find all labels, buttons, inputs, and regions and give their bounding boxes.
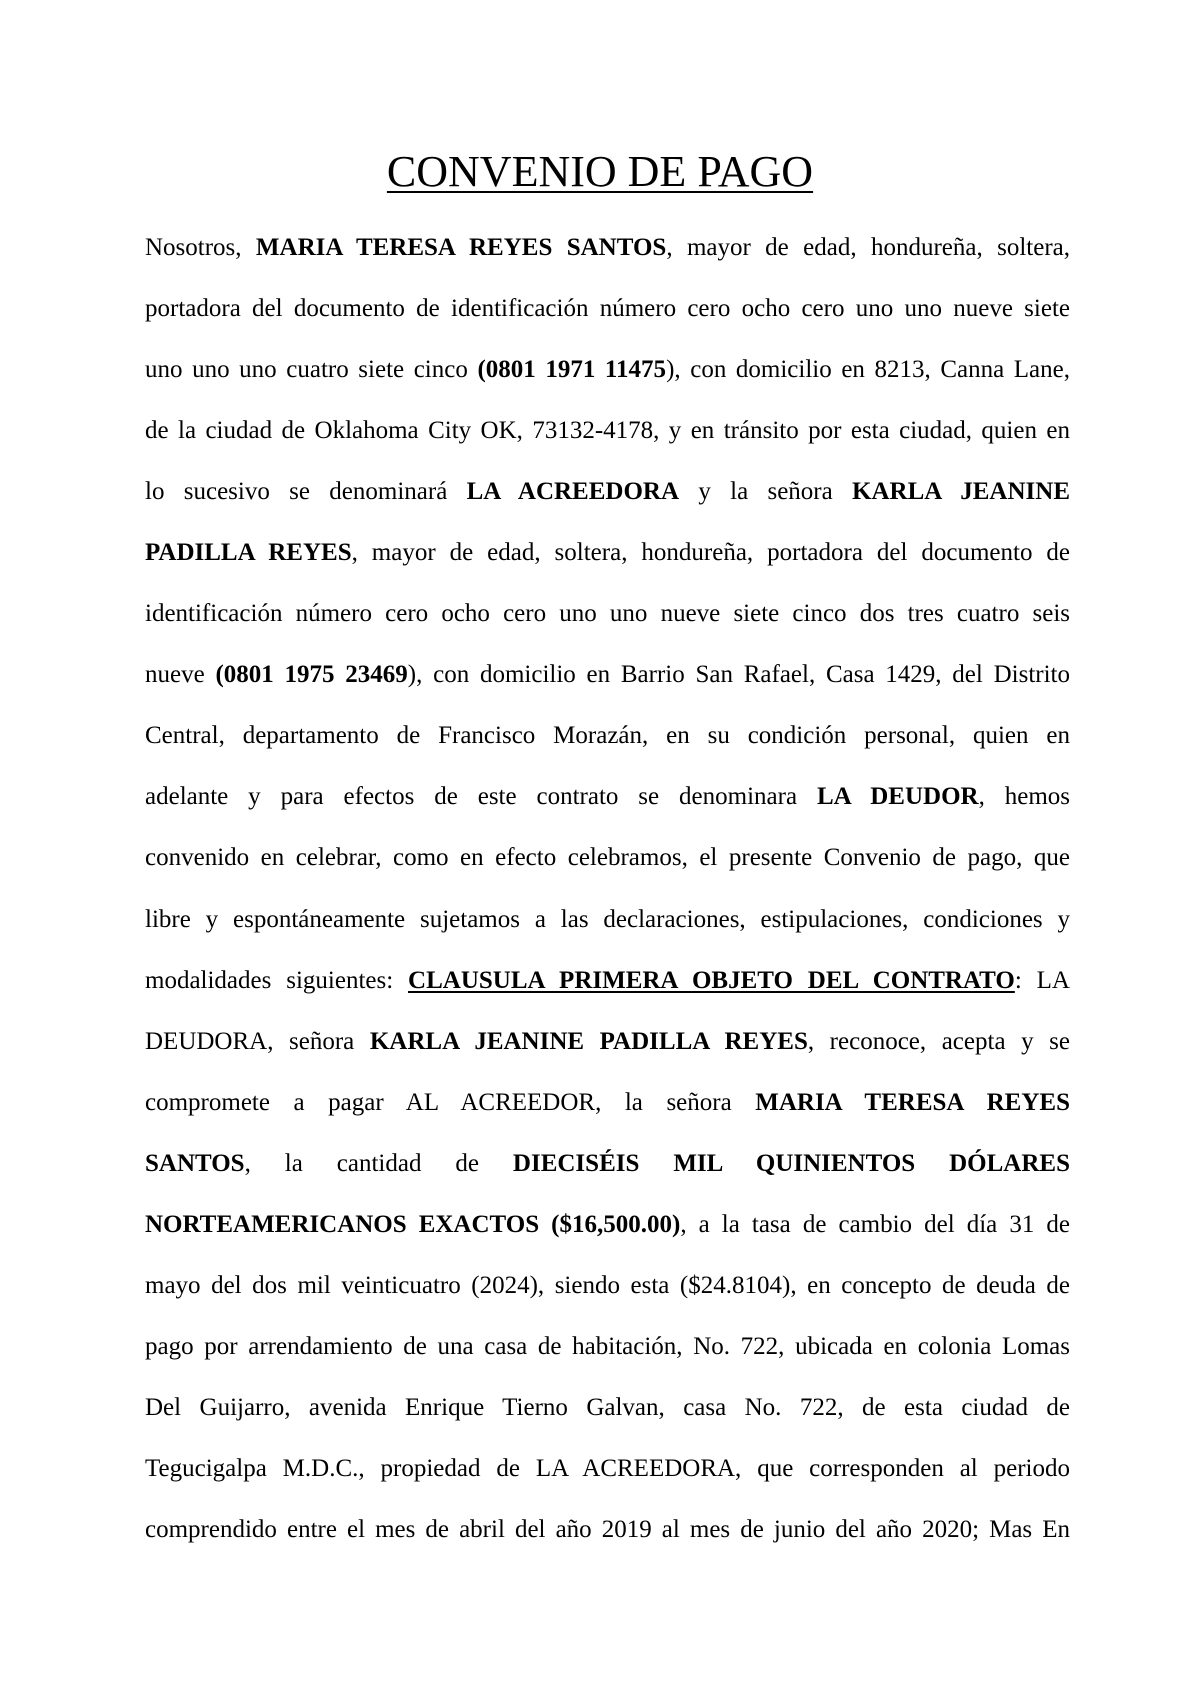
text-run: , a la tasa de cambio del día 31 de [680,1210,1070,1238]
paragraph-line [145,1499,1070,1560]
document-body [145,217,1070,1560]
document-title: CONVENIO DE PAGO [386,147,814,196]
paragraph-line [145,950,1070,1011]
bold-text-run: KARLA JEANINE [852,478,1070,506]
paragraph-line [145,1133,1070,1194]
bold-text-run: LA DEUDOR [816,783,979,811]
text-run: Central, departamento de Francisco Morazán, en su condición personal, quien en [145,722,1070,750]
bold-text-run: (0801 1971 11475 [477,356,667,384]
text-run: comprendido entre el mes de abril del año 2019 al mes de junio del año 2020; Mas En [145,1515,1070,1543]
text-run: Del Guijarro, avenida Enrique Tierno Galvan, casa No. 722, de esta ciudad de [145,1393,1070,1421]
paragraph-line [145,522,1070,583]
text-run: , la cantidad de [244,1149,513,1177]
text-run: , mayor de edad, soltera, hondureña, portadora del documento de [351,539,1070,567]
bold-text-run: KARLA JEANINE PADILLA REYES [369,1027,808,1055]
paragraph-line [145,644,1070,705]
paragraph-line [145,217,1070,278]
text-run: modalidades siguientes: [145,966,409,994]
paragraph-line [145,583,1070,644]
bold-text-run: DIECISÉIS MIL QUINIENTOS DÓLARES [512,1149,1070,1177]
text-run: Nosotros, [145,234,256,261]
text-run: libre y espontáneamente sujetamos a las declaraciones, estipulaciones, condiciones y [145,905,1070,933]
paragraph-line [145,461,1070,522]
paragraph-line [145,766,1070,827]
text-run: nueve [145,661,216,689]
text-run: ), con domicilio en 8213, Canna Lane, [666,356,1070,384]
bold-text-run: SANTOS [145,1149,245,1177]
text-run: identificación número cero ocho cero uno uno nueve siete cinco dos tres cuatro seis [145,600,1070,628]
paragraph-line [145,1377,1070,1438]
text-run: mayo del dos mil veinticuatro (2024), siendo esta ($24.8104), en concepto de deuda de [145,1271,1070,1299]
paragraph-line [145,889,1070,950]
text-run: , reconoce, acepta y se [807,1027,1070,1055]
bold-text-run: (0801 1975 23469 [215,661,408,689]
text-run: y la señora [679,478,853,506]
paragraph-line [145,1072,1070,1133]
text-run: : LA [1014,966,1070,994]
bold-text-run: CLAUSULA PRIMERA OBJETO DEL CONTRATO [408,966,1015,994]
paragraph-line [145,705,1070,766]
bold-text-run: PADILLA REYES [145,539,352,567]
paragraph-line [145,1255,1070,1316]
paragraph-line [145,278,1070,339]
text-run: uno uno uno cuatro siete cinco [145,356,478,384]
paragraph-line [145,339,1070,400]
text-run: lo sucesivo se denominará [145,478,467,506]
text-run: convenido en celebrar, como en efecto celebramos, el presente Convenio de pago, que [145,844,1070,872]
text-run: adelante y para efectos de este contrato se denominara [145,783,817,811]
text-run: DEUDORA, señora [145,1027,370,1055]
paragraph-line [145,1438,1070,1499]
text-run: Tegucigalpa M.D.C., propiedad de LA ACREEDORA, que corresponden al periodo [145,1454,1070,1482]
bold-text-run: MARIA TERESA REYES SANTOS [255,234,667,261]
text-run: pago por arrendamiento de una casa de habitación, No. 722, ubicada en colonia Lomas [145,1332,1070,1360]
paragraph-line [145,1316,1070,1377]
text-run: de la ciudad de Oklahoma City OK, 73132-4178, y en tránsito por esta ciudad, quien en [145,417,1070,445]
text-run: , mayor de edad, hondureña, soltera, [666,234,1070,261]
bold-text-run: LA ACREEDORA [466,478,680,506]
paragraph-line [145,400,1070,461]
text-run: portadora del documento de identificación número cero ocho cero uno uno nueve siete [145,295,1070,323]
paragraph-line [145,827,1070,888]
text-run: compromete a pagar AL ACREEDOR, la señora [145,1088,756,1116]
bold-text-run: MARIA TERESA REYES [755,1088,1070,1116]
text-run: ), con domicilio en Barrio San Rafael, Casa 1429, del Distrito [407,661,1070,689]
paragraph-line [145,1011,1070,1072]
bold-text-run: NORTEAMERICANOS EXACTOS ($16,500.00) [145,1210,681,1238]
text-run: , hemos [978,783,1071,811]
paragraph-line [145,1194,1070,1255]
